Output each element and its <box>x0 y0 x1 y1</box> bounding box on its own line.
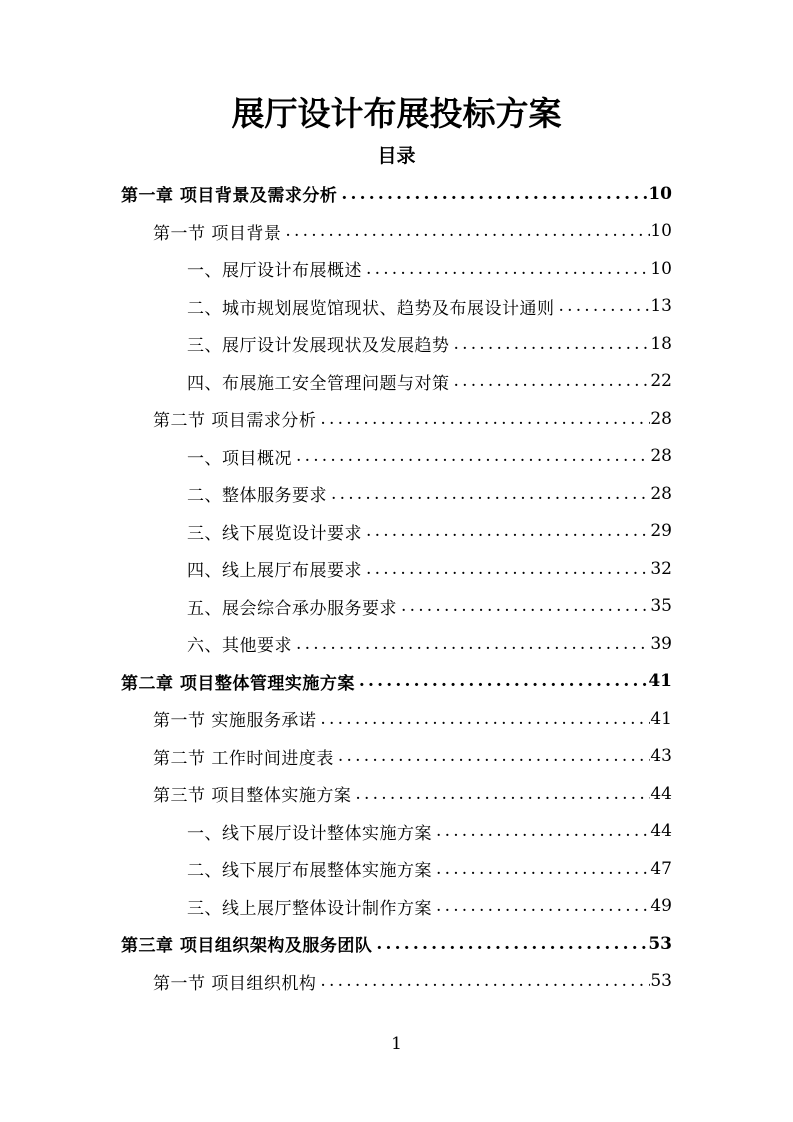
toc-entry-subsection[interactable] <box>187 888 672 925</box>
toc-leader-dots <box>362 521 650 541</box>
toc-entry-section[interactable] <box>153 700 672 737</box>
toc-entry-page: 47 <box>650 858 672 879</box>
toc-entry-chapter[interactable] <box>121 663 672 700</box>
toc-entry-text: 五、展会综合承办服务要求 <box>187 598 397 619</box>
toc-entry-text: 二、城市规划展览馆现状、趋势及布展设计通则 <box>187 298 555 319</box>
toc-entry-text: 三、展厅设计发展现状及发展趋势 <box>187 336 450 356</box>
toc-entry-page: 10 <box>650 258 672 279</box>
toc-entry-section[interactable] <box>153 400 672 437</box>
toc-entry-text: 第一节 项目背景 <box>153 223 282 244</box>
toc-entry-section[interactable] <box>153 213 672 250</box>
toc-leader-dots <box>337 184 648 204</box>
toc-leader-dots <box>292 634 650 654</box>
toc-leader-dots <box>327 484 650 504</box>
toc-entry-page: 28 <box>650 408 672 429</box>
toc-entry-section[interactable] <box>153 963 672 1000</box>
toc-entry-subsection[interactable] <box>187 250 672 287</box>
toc-leader-dots <box>432 896 650 916</box>
toc-leader-dots <box>316 409 650 429</box>
toc-entry-subsection[interactable] <box>187 550 672 587</box>
toc-heading: 目录 <box>377 145 416 167</box>
toc-entry-text: 四、布展施工安全管理问题与对策 <box>187 373 450 394</box>
toc-entry-page: 28 <box>650 446 672 466</box>
document-title: 展厅设计布展投标方案 <box>231 94 562 133</box>
toc-entry-text: 第三章 项目组织架构及服务团队 <box>121 936 373 956</box>
toc-leader-dots <box>397 596 650 616</box>
toc-entry-page: 22 <box>650 371 672 391</box>
toc-entry-text: 一、项目概况 <box>187 448 292 469</box>
toc-entry-subsection[interactable] <box>187 325 672 362</box>
toc-entry-page: 53 <box>648 933 672 954</box>
toc-entry-text: 一、展厅设计布展概述 <box>187 261 362 281</box>
toc-entry-subsection[interactable] <box>187 588 672 625</box>
toc-entry-page: 10 <box>650 221 672 241</box>
toc-entry-page: 41 <box>650 708 672 729</box>
toc-leader-dots <box>432 821 650 841</box>
toc-entry-subsection[interactable] <box>187 850 672 887</box>
toc-entry-text: 第一章 项目背景及需求分析 <box>121 186 338 206</box>
toc-entry-page: 18 <box>650 333 672 354</box>
toc-entry-page: 44 <box>650 783 672 804</box>
toc-entry-subsection[interactable] <box>187 475 672 512</box>
toc-entry-page: 53 <box>650 971 672 991</box>
toc-entry-page: 13 <box>650 296 672 316</box>
toc-leader-dots <box>292 446 650 466</box>
toc-leader-dots <box>372 934 648 954</box>
toc-entry-section[interactable] <box>153 775 672 812</box>
toc-entry-text: 第一节 实施服务承诺 <box>153 711 317 731</box>
toc-entry-subsection[interactable] <box>187 625 672 662</box>
toc-leader-dots <box>316 709 650 729</box>
toc-entry-page: 28 <box>650 483 672 504</box>
toc-entry-text: 二、线下展厅布展整体实施方案 <box>187 861 432 881</box>
toc-entry-text: 第二节 工作时间进度表 <box>153 748 334 769</box>
toc-entry-subsection[interactable] <box>187 438 672 475</box>
toc-entry-subsection[interactable] <box>187 813 672 850</box>
toc-entry-page: 35 <box>650 596 672 616</box>
toc-entry-page: 44 <box>650 821 672 841</box>
toc-entry-text: 四、线上展厅布展要求 <box>187 561 362 581</box>
toc-entry-page: 41 <box>648 671 672 691</box>
toc-entry-text: 六、其他要求 <box>187 636 292 656</box>
toc-entry-text: 第一节 项目组织机构 <box>153 973 317 994</box>
toc-entry-page: 32 <box>650 558 672 579</box>
toc-entry-chapter[interactable] <box>121 175 672 212</box>
toc-leader-dots <box>450 371 651 391</box>
toc-entry-section[interactable] <box>153 738 672 775</box>
toc-entry-page: 43 <box>650 746 672 766</box>
toc-leader-dots <box>432 859 650 879</box>
toc-leader-dots <box>362 259 650 279</box>
toc-leader-dots <box>450 334 651 354</box>
page-number: 1 <box>391 1034 402 1054</box>
toc-entry-text: 第三节 项目整体实施方案 <box>153 786 352 806</box>
toc-entry-subsection[interactable] <box>187 363 672 400</box>
toc-leader-dots <box>334 746 650 766</box>
toc-entry-text: 三、线上展厅整体设计制作方案 <box>187 898 432 919</box>
toc-entry-text: 第二节 项目需求分析 <box>153 411 317 431</box>
toc-entry-page: 49 <box>650 896 672 916</box>
toc-leader-dots <box>316 971 650 991</box>
toc-leader-dots <box>281 221 650 241</box>
toc-entry-text: 三、线下展览设计要求 <box>187 523 362 544</box>
toc-leader-dots <box>355 671 648 691</box>
toc-entry-text: 一、线下展厅设计整体实施方案 <box>187 823 432 844</box>
toc-entry-page: 10 <box>648 183 672 204</box>
toc-entry-subsection[interactable] <box>187 513 672 550</box>
toc-leader-dots <box>555 296 651 316</box>
toc-entry-text: 二、整体服务要求 <box>187 486 327 506</box>
toc-entry-chapter[interactable] <box>121 925 672 962</box>
toc-leader-dots <box>351 784 650 804</box>
toc-entry-page: 39 <box>650 633 672 654</box>
toc-entry-subsection[interactable] <box>187 288 672 325</box>
toc-entry-text: 第二章 项目整体管理实施方案 <box>121 673 355 694</box>
toc-leader-dots <box>362 559 650 579</box>
toc-entry-page: 29 <box>650 521 672 541</box>
